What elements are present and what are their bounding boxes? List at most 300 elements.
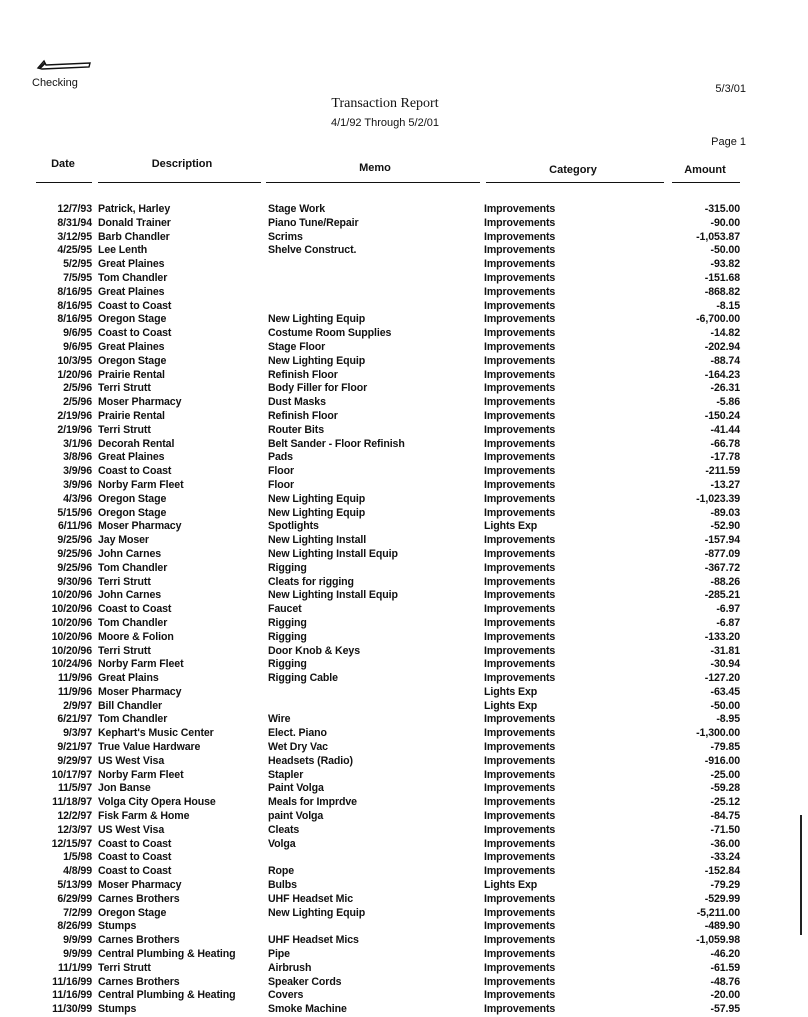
transaction-description: Decorah Rental — [98, 437, 175, 450]
table-row — [0, 244, 808, 258]
transaction-memo: Wet Dry Vac — [268, 741, 328, 754]
transaction-description: Moser Pharmacy — [98, 685, 182, 698]
table-row — [0, 713, 808, 727]
transaction-amount: -48.76 — [710, 975, 740, 988]
transaction-category: Lights Exp — [484, 520, 538, 533]
transaction-amount: -133.20 — [704, 630, 740, 643]
table-row — [0, 686, 808, 700]
transaction-category: Improvements — [484, 989, 556, 1002]
transaction-description: Stumps — [98, 920, 137, 933]
transaction-date: 9/25/96 — [57, 561, 92, 574]
transaction-category: Improvements — [484, 892, 556, 905]
column-header-date: Date — [51, 158, 75, 170]
table-row — [0, 810, 808, 824]
transaction-description: Bill Chandler — [98, 699, 163, 712]
transaction-amount: -66.78 — [710, 437, 740, 450]
transaction-category: Improvements — [484, 465, 556, 478]
transaction-category: Improvements — [484, 975, 556, 988]
table-row — [0, 562, 808, 576]
table-row — [0, 479, 808, 493]
transaction-category: Improvements — [484, 934, 556, 947]
transaction-category: Improvements — [484, 396, 556, 409]
transaction-date: 10/24/96 — [51, 658, 92, 671]
transaction-memo: Refinish Floor — [268, 409, 338, 422]
transaction-memo: UHF Headset Mic — [268, 892, 354, 905]
transaction-memo: paint Volga — [268, 810, 324, 823]
transaction-memo: Stage Floor — [268, 340, 326, 353]
transaction-category: Improvements — [484, 327, 556, 340]
transaction-memo: New Lighting Equip — [268, 906, 366, 919]
table-row — [0, 976, 808, 990]
transaction-amount: -41.44 — [710, 423, 740, 436]
transaction-amount: -20.00 — [710, 989, 740, 1002]
transaction-description: Oregon Stage — [98, 354, 167, 367]
transaction-memo: Cleats for rigging — [268, 575, 354, 588]
transaction-memo: Paint Volga — [268, 782, 324, 795]
transaction-date: 6/29/99 — [57, 892, 92, 905]
table-row — [0, 1003, 808, 1017]
transaction-category: Improvements — [484, 492, 556, 505]
transaction-category: Lights Exp — [484, 879, 538, 892]
transaction-memo: Covers — [268, 989, 304, 1002]
transaction-description: Jon Banse — [98, 782, 151, 795]
table-row — [0, 782, 808, 796]
transaction-memo: Meals for Imprdve — [268, 796, 357, 809]
table-row — [0, 300, 808, 314]
transaction-category: Improvements — [484, 547, 556, 560]
transaction-category: Improvements — [484, 837, 556, 850]
table-row — [0, 755, 808, 769]
transaction-memo: Dust Masks — [268, 396, 326, 409]
transaction-memo: Scrims — [268, 230, 303, 243]
table-row — [0, 658, 808, 672]
table-row — [0, 672, 808, 686]
transaction-date: 9/25/96 — [57, 534, 92, 547]
transaction-category: Improvements — [484, 920, 556, 933]
transaction-description: Carnes Brothers — [98, 975, 180, 988]
transaction-category: Improvements — [484, 644, 556, 657]
report-title: Transaction Report — [331, 96, 439, 111]
column-header-description: Description — [151, 158, 213, 170]
transaction-description: Moser Pharmacy — [98, 879, 182, 892]
printed-date: 5/3/01 — [715, 83, 746, 95]
transaction-memo: Spotlights — [268, 520, 319, 533]
transaction-category: Improvements — [484, 575, 556, 588]
transaction-description: Prairie Rental — [98, 368, 165, 381]
transaction-category: Improvements — [484, 796, 556, 809]
transaction-category: Improvements — [484, 561, 556, 574]
transaction-memo: Smoke Machine — [268, 1003, 347, 1016]
transaction-category: Improvements — [484, 409, 556, 422]
transaction-date: 10/20/96 — [51, 589, 92, 602]
transaction-date: 8/16/95 — [57, 285, 92, 298]
transaction-date: 11/16/99 — [52, 975, 92, 988]
transaction-description: Carnes Brothers — [98, 892, 180, 905]
transaction-memo: Wire — [268, 713, 291, 726]
transaction-category: Improvements — [484, 741, 556, 754]
transaction-memo: New Lighting Equip — [268, 313, 366, 326]
transaction-description: Moser Pharmacy — [98, 396, 182, 409]
transaction-amount: -14.82 — [710, 327, 740, 340]
table-row — [0, 493, 808, 507]
transaction-amount: -90.00 — [710, 216, 740, 229]
transaction-description: Tom Chandler — [98, 713, 168, 726]
transaction-amount: -152.84 — [704, 865, 740, 878]
transaction-date: 3/9/96 — [63, 478, 92, 491]
report-period: 4/1/92 Through 5/2/01 — [330, 117, 440, 129]
transaction-description: Central Plumbing & Heating — [98, 989, 236, 1002]
transaction-date: 10/3/95 — [57, 354, 92, 367]
transaction-date: 11/18/97 — [52, 796, 92, 809]
transaction-category: Improvements — [484, 244, 556, 257]
transaction-date: 6/11/96 — [57, 520, 92, 533]
transaction-date: 4/8/99 — [63, 865, 92, 878]
transaction-memo: Body Filler for Floor — [268, 382, 368, 395]
page-number: Page 1 — [711, 136, 746, 148]
transaction-category: Improvements — [484, 906, 556, 919]
table-row — [0, 369, 808, 383]
transaction-amount: -50.00 — [710, 244, 740, 257]
transaction-date: 11/30/99 — [52, 1003, 92, 1016]
transaction-category: Improvements — [484, 368, 556, 381]
transaction-amount: -17.78 — [710, 451, 740, 464]
transaction-memo: Pads — [268, 451, 293, 464]
transaction-amount: -33.24 — [710, 851, 740, 864]
transaction-category: Improvements — [484, 589, 556, 602]
transaction-date: 9/30/96 — [57, 575, 92, 588]
transaction-amount: -5.86 — [716, 396, 740, 409]
transaction-amount: -50.00 — [710, 699, 740, 712]
transaction-date: 2/5/96 — [63, 382, 92, 395]
transaction-description: Coast to Coast — [98, 465, 172, 478]
transaction-memo: Elect. Piano — [268, 727, 327, 740]
transaction-description: Coast to Coast — [98, 865, 172, 878]
transaction-amount: -367.72 — [704, 561, 740, 574]
transaction-category: Improvements — [484, 258, 556, 271]
transaction-description: Terri Strutt — [98, 575, 151, 588]
transaction-date: 5/13/99 — [57, 879, 92, 892]
transaction-amount: -1,023.39 — [696, 492, 740, 505]
transaction-amount: -877.09 — [704, 547, 740, 560]
transaction-category: Improvements — [484, 713, 556, 726]
transaction-category: Improvements — [484, 672, 556, 685]
transaction-date: 11/9/96 — [57, 672, 92, 685]
transaction-description: Coast to Coast — [98, 603, 172, 616]
table-row — [0, 548, 808, 562]
transaction-amount: -30.94 — [710, 658, 740, 671]
header-underline-date — [36, 182, 92, 183]
table-row — [0, 851, 808, 865]
transaction-description: Norby Farm Fleet — [98, 768, 184, 781]
transaction-date: 2/5/96 — [63, 396, 92, 409]
transaction-date: 10/20/96 — [51, 630, 92, 643]
column-header-category: Category — [549, 164, 597, 176]
table-row — [0, 203, 808, 217]
transaction-date: 2/19/96 — [57, 409, 92, 422]
transaction-memo: Airbrush — [268, 961, 312, 974]
transaction-amount: -8.15 — [716, 299, 740, 312]
transaction-category: Improvements — [484, 285, 556, 298]
transaction-amount: -6.97 — [716, 603, 740, 616]
transaction-date: 9/6/95 — [63, 327, 92, 340]
transaction-date: 3/9/96 — [63, 465, 92, 478]
transaction-memo: Volga — [268, 837, 296, 850]
transaction-description: Coast to Coast — [98, 851, 172, 864]
transaction-date: 8/16/95 — [57, 299, 92, 312]
table-row — [0, 645, 808, 659]
transaction-memo: Refinish Floor — [268, 368, 338, 381]
transaction-date: 8/26/99 — [57, 920, 92, 933]
transaction-description: Stumps — [98, 1003, 137, 1016]
transaction-amount: -916.00 — [704, 754, 740, 767]
transaction-date: 12/7/93 — [57, 203, 92, 215]
transaction-date: 9/9/99 — [63, 934, 92, 947]
transaction-description: Oregon Stage — [98, 313, 167, 326]
transaction-description: US West Visa — [98, 754, 165, 767]
transaction-amount: -59.28 — [710, 782, 740, 795]
transaction-description: Coast to Coast — [98, 327, 172, 340]
transaction-description: Prairie Rental — [98, 409, 165, 422]
transaction-memo: Piano Tune/Repair — [268, 216, 359, 229]
table-row — [0, 769, 808, 783]
table-row — [0, 272, 808, 286]
transaction-category: Improvements — [484, 658, 556, 671]
transaction-memo: New Lighting Equip — [268, 354, 366, 367]
table-row — [0, 576, 808, 590]
transaction-category: Improvements — [484, 299, 556, 312]
transaction-date: 10/20/96 — [51, 603, 92, 616]
transaction-description: Great Plaines — [98, 340, 165, 353]
table-row — [0, 217, 808, 231]
transaction-date: 9/3/97 — [63, 727, 92, 740]
transaction-amount: -63.45 — [710, 685, 740, 698]
table-row — [0, 465, 808, 479]
transaction-memo: Speaker Cords — [268, 975, 342, 988]
transaction-amount: -8.95 — [716, 713, 740, 726]
transaction-description: Central Plumbing & Heating — [98, 948, 236, 961]
table-row — [0, 507, 808, 521]
transaction-description: Norby Farm Fleet — [98, 658, 184, 671]
transaction-category: Improvements — [484, 630, 556, 643]
transaction-amount: -157.94 — [704, 534, 740, 547]
table-row — [0, 410, 808, 424]
table-row — [0, 865, 808, 879]
transaction-memo: Router Bits — [268, 423, 324, 436]
transaction-category: Improvements — [484, 506, 556, 519]
transaction-category: Improvements — [484, 851, 556, 864]
transaction-amount: -93.82 — [710, 258, 740, 271]
transaction-amount: -89.03 — [710, 506, 740, 519]
table-row — [0, 231, 808, 245]
transaction-memo: Rigging — [268, 630, 307, 643]
table-row — [0, 327, 808, 341]
table-row — [0, 824, 808, 838]
transaction-memo: Stage Work — [268, 203, 326, 215]
transaction-description: Fisk Farm & Home — [98, 810, 190, 823]
transaction-amount: -57.95 — [710, 1003, 740, 1016]
transaction-description: US West Visa — [98, 823, 165, 836]
table-row — [0, 879, 808, 893]
transaction-date: 11/1/99 — [57, 961, 92, 974]
transaction-memo: Door Knob & Keys — [268, 644, 360, 657]
table-row — [0, 920, 808, 934]
account-name: Checking — [32, 77, 78, 89]
transaction-description: Carnes Brothers — [98, 934, 180, 947]
transaction-memo: Headsets (Radio) — [268, 754, 353, 767]
table-row — [0, 907, 808, 921]
transaction-date: 7/5/95 — [63, 271, 92, 284]
transaction-date: 6/21/97 — [57, 713, 92, 726]
column-header-memo: Memo — [359, 162, 391, 174]
transaction-memo: Bulbs — [268, 879, 297, 892]
transaction-amount: -529.99 — [704, 892, 740, 905]
table-row — [0, 396, 808, 410]
transaction-description: Norby Farm Fleet — [98, 478, 184, 491]
table-row — [0, 341, 808, 355]
transaction-category: Improvements — [484, 768, 556, 781]
transaction-category: Improvements — [484, 271, 556, 284]
table-row — [0, 631, 808, 645]
transaction-category: Improvements — [484, 478, 556, 491]
table-row — [0, 603, 808, 617]
column-header-amount: Amount — [684, 164, 726, 176]
transaction-date: 12/3/97 — [57, 823, 92, 836]
transaction-memo: New Lighting Equip — [268, 506, 366, 519]
transaction-date: 3/12/95 — [57, 230, 92, 243]
transaction-description: Tom Chandler — [98, 271, 168, 284]
transaction-memo: Shelve Construct. — [268, 244, 357, 257]
table-row — [0, 313, 808, 327]
transaction-date: 10/20/96 — [51, 644, 92, 657]
transaction-amount: -5,211.00 — [696, 906, 740, 919]
transaction-date: 1/20/96 — [57, 368, 92, 381]
table-row — [0, 934, 808, 948]
pen-scribble-icon — [34, 56, 94, 72]
table-row — [0, 989, 808, 1003]
transaction-description: Kephart's Music Center — [98, 727, 214, 740]
transaction-amount: -489.90 — [704, 920, 740, 933]
transaction-amount: -79.29 — [710, 879, 740, 892]
transaction-memo: Rigging Cable — [268, 672, 338, 685]
table-row — [0, 451, 808, 465]
transaction-memo: Cleats — [268, 823, 300, 836]
transaction-amount: -25.12 — [710, 796, 740, 809]
transaction-category: Improvements — [484, 203, 556, 215]
transaction-category: Improvements — [484, 616, 556, 629]
table-row — [0, 962, 808, 976]
transaction-category: Improvements — [484, 382, 556, 395]
transaction-date: 1/5/98 — [63, 851, 92, 864]
transaction-amount: -71.50 — [710, 823, 740, 836]
transaction-category: Improvements — [484, 727, 556, 740]
transaction-category: Improvements — [484, 782, 556, 795]
transaction-date: 8/31/94 — [57, 216, 92, 229]
table-row — [0, 438, 808, 452]
table-row — [0, 258, 808, 272]
transaction-amount: -1,300.00 — [696, 727, 740, 740]
transaction-memo: Rigging — [268, 658, 307, 671]
transaction-date: 12/15/97 — [51, 837, 92, 850]
transaction-memo: New Lighting Install Equip — [268, 547, 398, 560]
transaction-date: 3/8/96 — [63, 451, 92, 464]
table-row — [0, 534, 808, 548]
transaction-date: 9/21/97 — [57, 741, 92, 754]
transaction-amount: -202.94 — [704, 340, 740, 353]
transaction-amount: -46.20 — [710, 948, 740, 961]
table-row — [0, 893, 808, 907]
transaction-amount: -151.68 — [704, 271, 740, 284]
transaction-date: 9/29/97 — [57, 754, 92, 767]
transaction-description: Oregon Stage — [98, 492, 167, 505]
transaction-memo: New Lighting Install Equip — [268, 589, 398, 602]
transaction-memo: New Lighting Equip — [268, 492, 366, 505]
transaction-category: Improvements — [484, 865, 556, 878]
transaction-category: Improvements — [484, 313, 556, 326]
transaction-memo: Faucet — [268, 603, 302, 616]
transaction-category: Improvements — [484, 810, 556, 823]
transaction-description: Tom Chandler — [98, 616, 168, 629]
transaction-date: 8/16/95 — [57, 313, 92, 326]
transaction-memo: Costume Room Supplies — [268, 327, 392, 340]
transaction-date: 5/15/96 — [57, 506, 92, 519]
transaction-amount: -1,053.87 — [696, 230, 740, 243]
transaction-description: Great Plains — [98, 672, 159, 685]
transaction-amount: -61.59 — [710, 961, 740, 974]
table-row — [0, 796, 808, 810]
transaction-date: 11/9/96 — [57, 685, 92, 698]
transaction-list — [0, 203, 808, 1017]
transaction-amount: -6.87 — [716, 616, 740, 629]
transaction-category: Improvements — [484, 354, 556, 367]
table-row — [0, 617, 808, 631]
header-underline-memo — [266, 182, 480, 183]
transaction-category: Improvements — [484, 534, 556, 547]
transaction-description: Patrick, Harley — [98, 203, 171, 215]
transaction-amount: -1,059.98 — [696, 934, 740, 947]
table-row — [0, 727, 808, 741]
transaction-category: Improvements — [484, 754, 556, 767]
transaction-amount: -211.59 — [705, 465, 740, 478]
table-row — [0, 589, 808, 603]
transaction-memo: Floor — [268, 465, 294, 478]
transaction-memo: Belt Sander - Floor Refinish — [268, 437, 405, 450]
transaction-amount: -868.82 — [704, 285, 740, 298]
transaction-description: Moore & Folion — [98, 630, 174, 643]
transaction-description: Great Plaines — [98, 451, 165, 464]
table-row — [0, 520, 808, 534]
transaction-category: Improvements — [484, 451, 556, 464]
transaction-amount: -13.27 — [710, 478, 740, 491]
table-row — [0, 838, 808, 852]
transaction-amount: -36.00 — [710, 837, 740, 850]
transaction-description: Donald Trainer — [98, 216, 171, 229]
transaction-memo: Rope — [268, 865, 295, 878]
transaction-amount: -79.85 — [710, 741, 740, 754]
transaction-memo: Rigging — [268, 616, 307, 629]
transaction-date: 11/5/97 — [57, 782, 92, 795]
transaction-memo: Pipe — [268, 948, 290, 961]
transaction-description: Jay Moser — [98, 534, 149, 547]
transaction-amount: -26.31 — [710, 382, 740, 395]
transaction-description: Terri Strutt — [98, 644, 151, 657]
table-row — [0, 355, 808, 369]
transaction-description: True Value Hardware — [98, 741, 201, 754]
transaction-date: 7/2/99 — [63, 906, 92, 919]
transaction-description: Tom Chandler — [98, 561, 168, 574]
transaction-amount: -25.00 — [710, 768, 740, 781]
transaction-date: 3/1/96 — [63, 437, 92, 450]
transaction-memo: Stapler — [268, 768, 304, 781]
